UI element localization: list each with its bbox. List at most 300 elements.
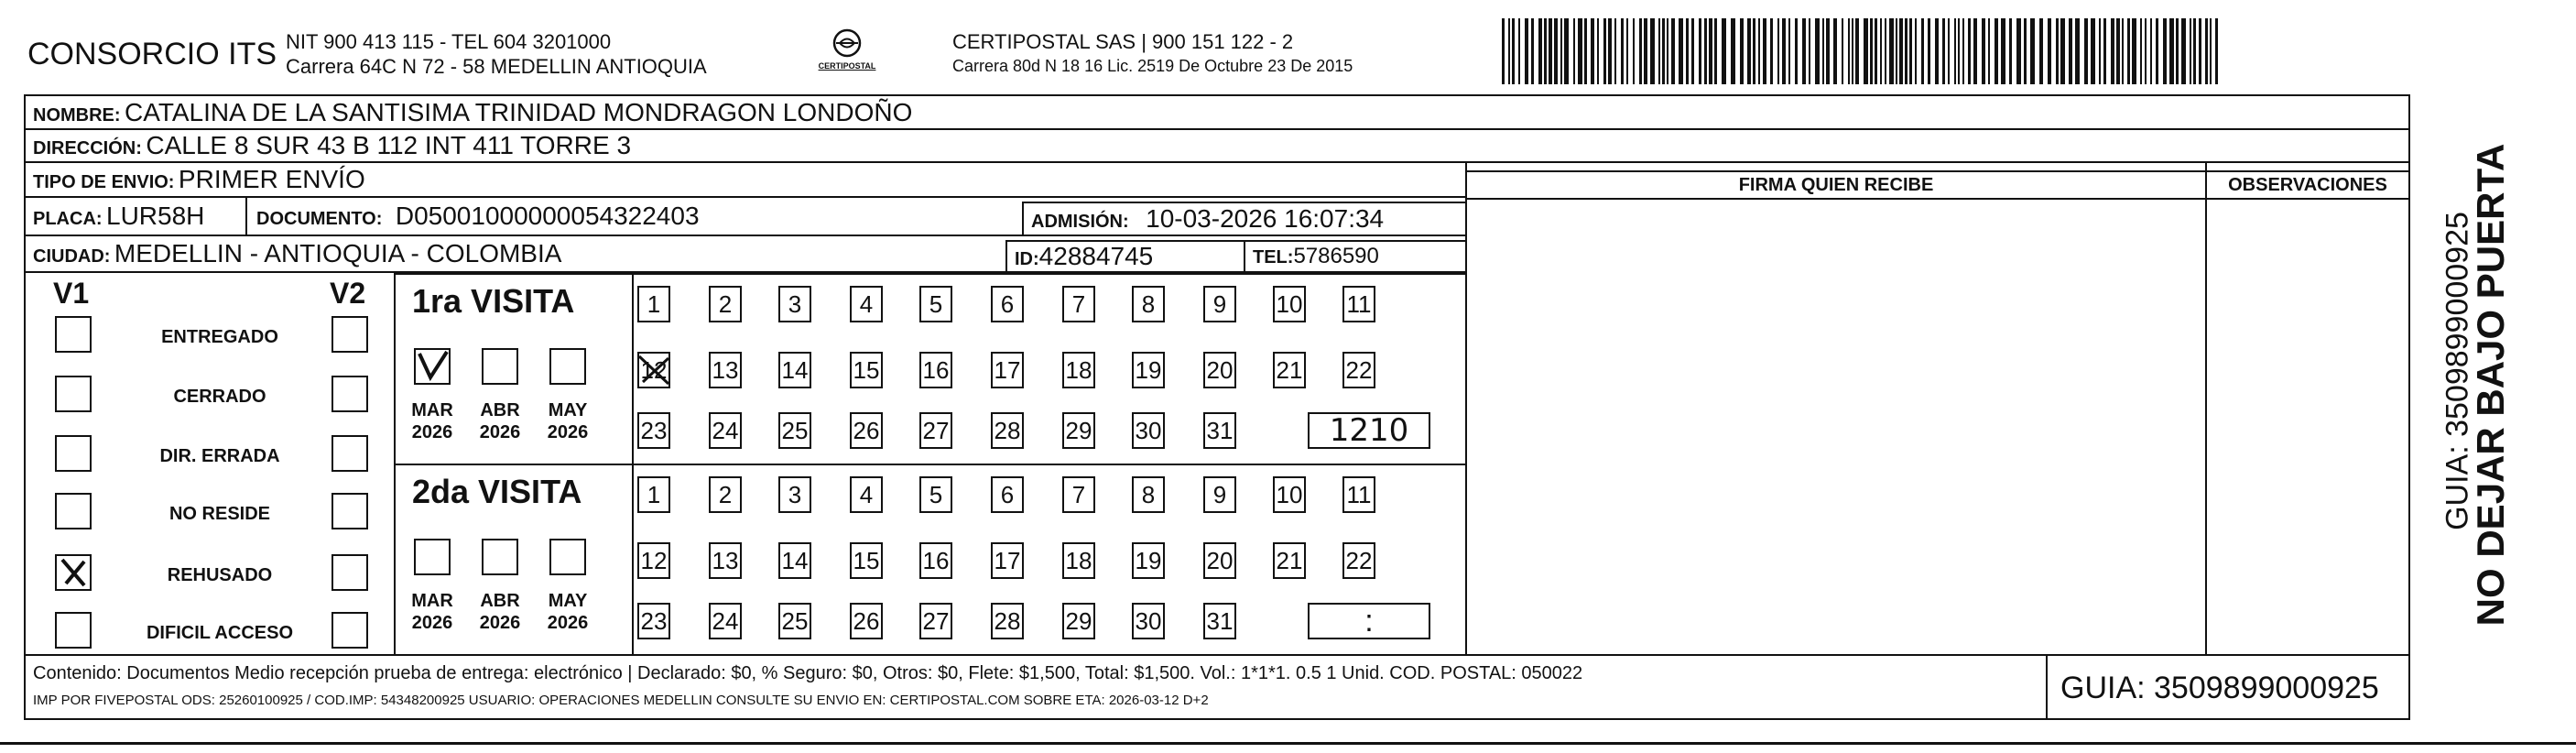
barcode-bar [1538, 18, 1542, 84]
day-number: 3 [788, 289, 802, 318]
strike-mark-icon [637, 355, 670, 386]
nombre-value: CATALINA DE LA SANTISIMA TRINIDAD MONDRAGON LONDOÑO [125, 97, 913, 126]
day-box[interactable] [850, 412, 883, 449]
day-box[interactable] [1132, 542, 1165, 579]
v1-label: V1 [53, 277, 90, 310]
day-box[interactable] [1132, 412, 1165, 449]
day-box[interactable] [1132, 352, 1165, 388]
day-number: 8 [1141, 480, 1156, 508]
day-box[interactable] [778, 476, 811, 513]
placa-value: LUR58H [106, 202, 205, 230]
barcode-bar [1508, 18, 1510, 84]
day-number: 3 [788, 480, 802, 508]
day-number: 11 [1346, 480, 1372, 508]
day-box[interactable] [919, 352, 952, 388]
day-box[interactable]: 12 [637, 352, 670, 388]
barcode-bar [2030, 18, 2035, 84]
day-box[interactable] [1132, 286, 1165, 322]
day-box[interactable] [919, 286, 952, 322]
nombre-row [24, 94, 2410, 130]
bottom-rule [0, 742, 2576, 745]
barcode-bar [1885, 18, 1886, 84]
company-address: Carrera 64C N 72 - 58 MEDELLIN ANTIOQUIA [286, 55, 707, 78]
v2-checkbox[interactable] [332, 612, 368, 649]
barcode-bar [2048, 18, 2051, 84]
day-number: 19 [1135, 355, 1162, 384]
day-box[interactable] [637, 603, 670, 639]
day-number: 25 [781, 606, 809, 635]
day-number: 23 [640, 416, 668, 444]
day-number: 23 [640, 606, 668, 635]
barcode-bar [1686, 18, 1689, 84]
barcode-bar [1578, 18, 1582, 84]
month-checkbox[interactable] [482, 348, 518, 385]
barcode-bar [1994, 18, 1998, 84]
barcode-bar [1842, 18, 1843, 84]
day-number: 12 [640, 546, 668, 574]
day-box[interactable] [1342, 352, 1375, 388]
barcode-bar [2001, 18, 2005, 84]
status-label: NO RESIDE [168, 504, 271, 524]
day-number: 22 [1345, 546, 1373, 574]
observaciones-column [2205, 161, 2410, 656]
barcode-bar [1848, 18, 1850, 84]
barcode-bar [1502, 18, 1505, 84]
barcode-bar [1935, 18, 1939, 84]
direccion-label: DIRECCIÓN: [33, 138, 142, 158]
month-checkbox[interactable] [414, 539, 451, 575]
barcode-bar [1802, 18, 1806, 84]
day-number: 2 [718, 480, 733, 508]
barcode-bar [1614, 18, 1616, 84]
day-number: 16 [922, 546, 950, 574]
day-box[interactable] [850, 476, 883, 513]
ciudad-label: CIUDAD: [33, 246, 111, 267]
tel-label: TEL: [1253, 247, 1294, 267]
barcode-bar [1899, 18, 1903, 84]
day-number: 11 [1346, 289, 1372, 318]
company-name: CONSORCIO ITS [27, 37, 277, 71]
admision-value: 10-03-2026 16:07:34 [1146, 204, 1385, 233]
barcode-bar [1525, 18, 1528, 84]
day-number: 5 [929, 289, 943, 318]
day-number: 29 [1065, 606, 1092, 635]
barcode-bar [1722, 18, 1726, 84]
barcode-bar [1875, 18, 1877, 84]
barcode-bar [1554, 18, 1558, 84]
day-box[interactable] [709, 476, 742, 513]
day-number: 30 [1135, 606, 1162, 635]
day-number: 22 [1345, 355, 1373, 384]
day-number: 15 [853, 546, 880, 574]
month-name: MAR [411, 591, 453, 611]
certipostal-logo-text: CERTIPOSTAL [818, 61, 876, 71]
day-box[interactable] [850, 603, 883, 639]
v2-checkbox[interactable] [332, 493, 368, 529]
footer-contenido: Contenido: Documentos Medio recepción prueba de entrega: electrónico | Declarado: $0, % Seguro: $0, Otros: $0, Flete: $1,500, Total: $1,500. Vol.: 1*1*1. 0.5 1 Unid. COD. POSTAL: 050022 [33, 663, 1583, 683]
day-number: 21 [1276, 355, 1303, 384]
id-cell [1005, 240, 1245, 273]
day-box[interactable] [850, 352, 883, 388]
v1-checkbox[interactable] [55, 376, 92, 412]
barcode-bar [1603, 18, 1606, 84]
month-checkbox[interactable] [549, 348, 586, 385]
barcode-bar [2016, 18, 2021, 84]
day-box[interactable] [1273, 542, 1306, 579]
barcode-bar [1889, 18, 1894, 84]
day-number: 27 [922, 606, 950, 635]
id-value: 42884745 [1038, 242, 1154, 270]
barcode-bar [1639, 18, 1642, 84]
day-number: 7 [1071, 480, 1086, 508]
barcode-bar [2163, 18, 2167, 84]
day-box[interactable] [1132, 603, 1165, 639]
barcode-bar [2056, 18, 2059, 84]
status-label: CERRADO [173, 387, 266, 407]
day-box[interactable] [1342, 286, 1375, 322]
barcode [1502, 18, 2225, 84]
barcode-bar [1704, 18, 1707, 84]
barcode-bar [2215, 18, 2218, 84]
month-label [474, 399, 526, 443]
day-box[interactable] [1062, 352, 1095, 388]
day-box[interactable] [991, 476, 1024, 513]
day-number: 27 [922, 416, 950, 444]
barcode-bar [1591, 18, 1594, 84]
day-box[interactable] [778, 603, 811, 639]
day-box[interactable] [1062, 412, 1095, 449]
day-box[interactable] [991, 603, 1024, 639]
day-number: 21 [1276, 546, 1303, 574]
barcode-bar [1564, 18, 1569, 84]
barcode-bar [2122, 18, 2124, 84]
v2-label: V2 [330, 277, 366, 310]
day-number: 10 [1276, 480, 1303, 508]
documento-label: DOCUMENTO: [256, 209, 383, 229]
day-number: 26 [853, 606, 880, 635]
carrier-address: Carrera 80d N 18 16 Lic. 2519 De Octubre 23 De 2015 [952, 57, 1353, 75]
day-number: 20 [1206, 355, 1234, 384]
day-box[interactable] [1342, 476, 1375, 513]
barcode-bar [1731, 18, 1735, 84]
visit-title: 2da VISITA [412, 473, 582, 510]
barcode-bar [1880, 18, 1882, 84]
observaciones-header-label: OBSERVACIONES [2228, 175, 2387, 195]
barcode-bar [1973, 18, 1977, 84]
day-box[interactable] [850, 286, 883, 322]
barcode-bar [2210, 18, 2212, 84]
check-mark-icon [57, 556, 90, 589]
barcode-bar [1928, 18, 1930, 84]
carrier-line: CERTIPOSTAL SAS | 900 151 122 - 2 [952, 30, 1294, 53]
barcode-bar [1826, 18, 1830, 84]
barcode-bar [1763, 18, 1766, 84]
time-value: 1210 [1329, 412, 1409, 449]
day-number: 9 [1212, 480, 1227, 508]
day-box[interactable] [1203, 412, 1236, 449]
day-box[interactable] [709, 352, 742, 388]
month-label [474, 590, 526, 634]
day-box[interactable] [778, 412, 811, 449]
firma-column [1465, 161, 2207, 656]
barcode-bar [2069, 18, 2072, 84]
barcode-bar [1815, 18, 1820, 84]
day-number: 15 [853, 355, 880, 384]
day-box[interactable] [1062, 542, 1095, 579]
tipo-value: PRIMER ENVÍO [178, 165, 365, 193]
barcode-bar [1833, 18, 1837, 84]
day-box[interactable] [637, 542, 670, 579]
day-box[interactable] [778, 352, 811, 388]
barcode-bar [1809, 18, 1810, 84]
day-box[interactable] [1273, 286, 1306, 322]
day-number: 31 [1206, 416, 1234, 444]
day-number: 20 [1206, 546, 1234, 574]
day-number: 2 [718, 289, 733, 318]
barcode-bar [1782, 18, 1786, 84]
month-year: 2026 [479, 422, 521, 442]
barcode-bar [1864, 18, 1868, 84]
day-box[interactable] [991, 352, 1024, 388]
barcode-bar [1667, 18, 1668, 84]
day-number: 26 [853, 416, 880, 444]
day-box[interactable] [778, 542, 811, 579]
barcode-bar [1753, 18, 1755, 84]
day-box[interactable] [1273, 476, 1306, 513]
barcode-bar [1942, 18, 1945, 84]
barcode-bar [2205, 18, 2208, 84]
day-box[interactable] [778, 286, 811, 322]
day-box[interactable] [1203, 476, 1236, 513]
side-warning: NO DEJAR BAJO PUERTA [2469, 143, 2512, 627]
day-box[interactable] [919, 412, 952, 449]
observaciones-header [2205, 170, 2410, 200]
documento-field [256, 202, 700, 231]
barcode-bar [2060, 18, 2065, 84]
barcode-bar [1777, 18, 1779, 84]
status-label: DIR. ERRADA [159, 446, 280, 466]
day-number: 28 [994, 416, 1021, 444]
v2-checkbox[interactable] [332, 554, 368, 591]
day-number: 28 [994, 606, 1021, 635]
barcode-bar [2084, 18, 2088, 84]
day-number: 1 [647, 480, 661, 508]
barcode-bar [1795, 18, 1798, 84]
barcode-bar [2193, 18, 2196, 84]
day-number: 24 [712, 416, 739, 444]
day-box[interactable] [850, 542, 883, 579]
day-number: 17 [994, 546, 1021, 574]
barcode-bar [2091, 18, 2095, 84]
v2-checkbox[interactable] [332, 435, 368, 472]
day-box[interactable] [1203, 352, 1236, 388]
day-box[interactable] [1132, 476, 1165, 513]
barcode-bar [2156, 18, 2158, 84]
v1-checkbox[interactable] [55, 493, 92, 529]
day-box[interactable] [1062, 476, 1095, 513]
direccion-value: CALLE 8 SUR 43 B 112 INT 411 TORRE 3 [146, 131, 632, 159]
month-name: ABR [480, 591, 520, 611]
barcode-bar [2176, 18, 2179, 84]
v2-checkbox[interactable] [332, 376, 368, 412]
month-year: 2026 [411, 613, 453, 633]
tel-value: 5786590 [1293, 244, 1379, 268]
barcode-bar [1905, 18, 1908, 84]
day-number: 18 [1065, 546, 1092, 574]
month-name: MAY [548, 400, 588, 420]
certipostal-logo-icon [829, 27, 865, 60]
barcode-bar [2199, 18, 2201, 84]
day-box[interactable] [1062, 286, 1095, 322]
barcode-bar [1954, 18, 1956, 84]
barcode-bar [1658, 18, 1660, 84]
month-label [542, 590, 593, 634]
barcode-bar [2181, 18, 2186, 84]
day-number: 19 [1135, 546, 1162, 574]
time-field[interactable] [1308, 603, 1430, 639]
day-number: 17 [994, 355, 1021, 384]
day-box[interactable] [1342, 542, 1375, 579]
barcode-bar [1650, 18, 1655, 84]
day-number: 4 [859, 480, 874, 508]
day-box[interactable] [709, 603, 742, 639]
barcode-bar [1758, 18, 1760, 84]
day-number: 31 [1206, 606, 1234, 635]
day-box[interactable] [637, 412, 670, 449]
month-name: ABR [480, 400, 520, 420]
day-number: 14 [781, 546, 809, 574]
barcode-bar [1699, 18, 1701, 84]
day-number: 7 [1071, 289, 1086, 318]
barcode-bar [2039, 18, 2043, 84]
barcode-bar [1518, 18, 1520, 84]
day-box[interactable] [1203, 286, 1236, 322]
barcode-bar [1644, 18, 1647, 84]
month-label [407, 399, 458, 443]
barcode-bar [1621, 18, 1624, 84]
status-label: DIFICIL ACCESO [146, 623, 293, 643]
barcode-bar [1982, 18, 1985, 84]
barcode-bar [1852, 18, 1853, 84]
barcode-bar [1691, 18, 1694, 84]
barcode-bar [1770, 18, 1773, 84]
day-box[interactable] [991, 542, 1024, 579]
day-box[interactable] [709, 412, 742, 449]
day-number: 6 [1000, 289, 1015, 318]
day-box[interactable] [919, 542, 952, 579]
documento-value: D05001000000054322403 [395, 202, 700, 230]
tipo-row [24, 161, 1467, 198]
v1-checkbox[interactable] [55, 435, 92, 472]
visit-title: 1ra VISITA [412, 282, 575, 320]
month-name: MAY [548, 591, 588, 611]
day-number: 9 [1212, 289, 1227, 318]
barcode-bar [1948, 18, 1950, 84]
day-number: 30 [1135, 416, 1162, 444]
day-box[interactable] [1062, 603, 1095, 639]
v2-checkbox[interactable] [332, 316, 368, 353]
day-number: 10 [1276, 289, 1303, 318]
day-box[interactable] [919, 603, 952, 639]
month-year: 2026 [547, 422, 589, 442]
id-label: ID: [1015, 249, 1039, 269]
barcode-bar [1662, 18, 1665, 84]
barcode-bar [1608, 18, 1612, 84]
barcode-bar [1512, 18, 1515, 84]
day-number: 24 [712, 606, 739, 635]
barcode-bar [1915, 18, 1917, 84]
day-box[interactable] [991, 286, 1024, 322]
ciudad-value: MEDELLIN - ANTIOQUIA - COLOMBIA [114, 239, 562, 267]
day-number: 13 [712, 546, 739, 574]
day-box[interactable] [637, 286, 670, 322]
day-box[interactable] [709, 542, 742, 579]
status-label: ENTREGADO [161, 327, 278, 347]
day-box[interactable] [1273, 352, 1306, 388]
barcode-bar [2190, 18, 2191, 84]
day-number: 6 [1000, 480, 1015, 508]
v1-checkbox[interactable] [55, 316, 92, 353]
day-number: 29 [1065, 416, 1092, 444]
barcode-bar [1962, 18, 1964, 84]
barcode-bar [2169, 18, 2174, 84]
time-field[interactable] [1308, 412, 1430, 449]
check-mark-icon [416, 350, 449, 383]
admision-label: ADMISIÓN: [1031, 212, 1129, 232]
barcode-bar [1633, 18, 1635, 84]
barcode-bar [1747, 18, 1751, 84]
month-checkbox[interactable] [482, 539, 518, 575]
barcode-bar [1788, 18, 1790, 84]
v1-checkbox[interactable] [55, 554, 92, 591]
day-box[interactable] [919, 476, 952, 513]
nombre-label: NOMBRE: [33, 104, 121, 126]
barcode-bar [1921, 18, 1924, 84]
day-number: 25 [781, 416, 809, 444]
barcode-bar [1714, 18, 1717, 84]
tel-cell [1244, 240, 1467, 273]
v1-checkbox[interactable] [55, 612, 92, 649]
barcode-bar [2140, 18, 2142, 84]
admision-cell [1022, 202, 1467, 236]
barcode-bar [2127, 18, 2130, 84]
day-box[interactable] [1203, 542, 1236, 579]
day-box[interactable] [991, 412, 1024, 449]
barcode-bar [2009, 18, 2012, 84]
month-checkbox[interactable] [414, 348, 451, 385]
day-box[interactable] [637, 476, 670, 513]
footer-guia-box [2046, 654, 2410, 720]
footer-imp: IMP POR FIVEPOSTAL ODS: 25260100925 / COD.IMP: 54348200925 USUARIO: OPERACIONES MEDELLIN CONSULTE SU ENVIO EN: CERTIPOSTAL.COM SOBRE ETA: 2026-03-12 D+2 [33, 693, 1209, 708]
barcode-bar [1671, 18, 1675, 84]
firma-header-label: FIRMA QUIEN RECIBE [1738, 175, 1934, 195]
company-nit: NIT 900 413 115 - TEL 604 3201000 [286, 30, 612, 53]
barcode-bar [1909, 18, 1912, 84]
barcode-bar [2132, 18, 2136, 84]
barcode-bar [1597, 18, 1599, 84]
barcode-bar [1626, 18, 1628, 84]
direccion-row [24, 128, 2410, 163]
barcode-bar [2145, 18, 2147, 84]
day-box[interactable] [1203, 603, 1236, 639]
barcode-bar [1531, 18, 1534, 84]
day-number: 16 [922, 355, 950, 384]
month-checkbox[interactable] [549, 539, 586, 575]
day-number: 13 [712, 355, 739, 384]
barcode-bar [2024, 18, 2027, 84]
day-box[interactable] [709, 286, 742, 322]
barcode-bar [1896, 18, 1897, 84]
